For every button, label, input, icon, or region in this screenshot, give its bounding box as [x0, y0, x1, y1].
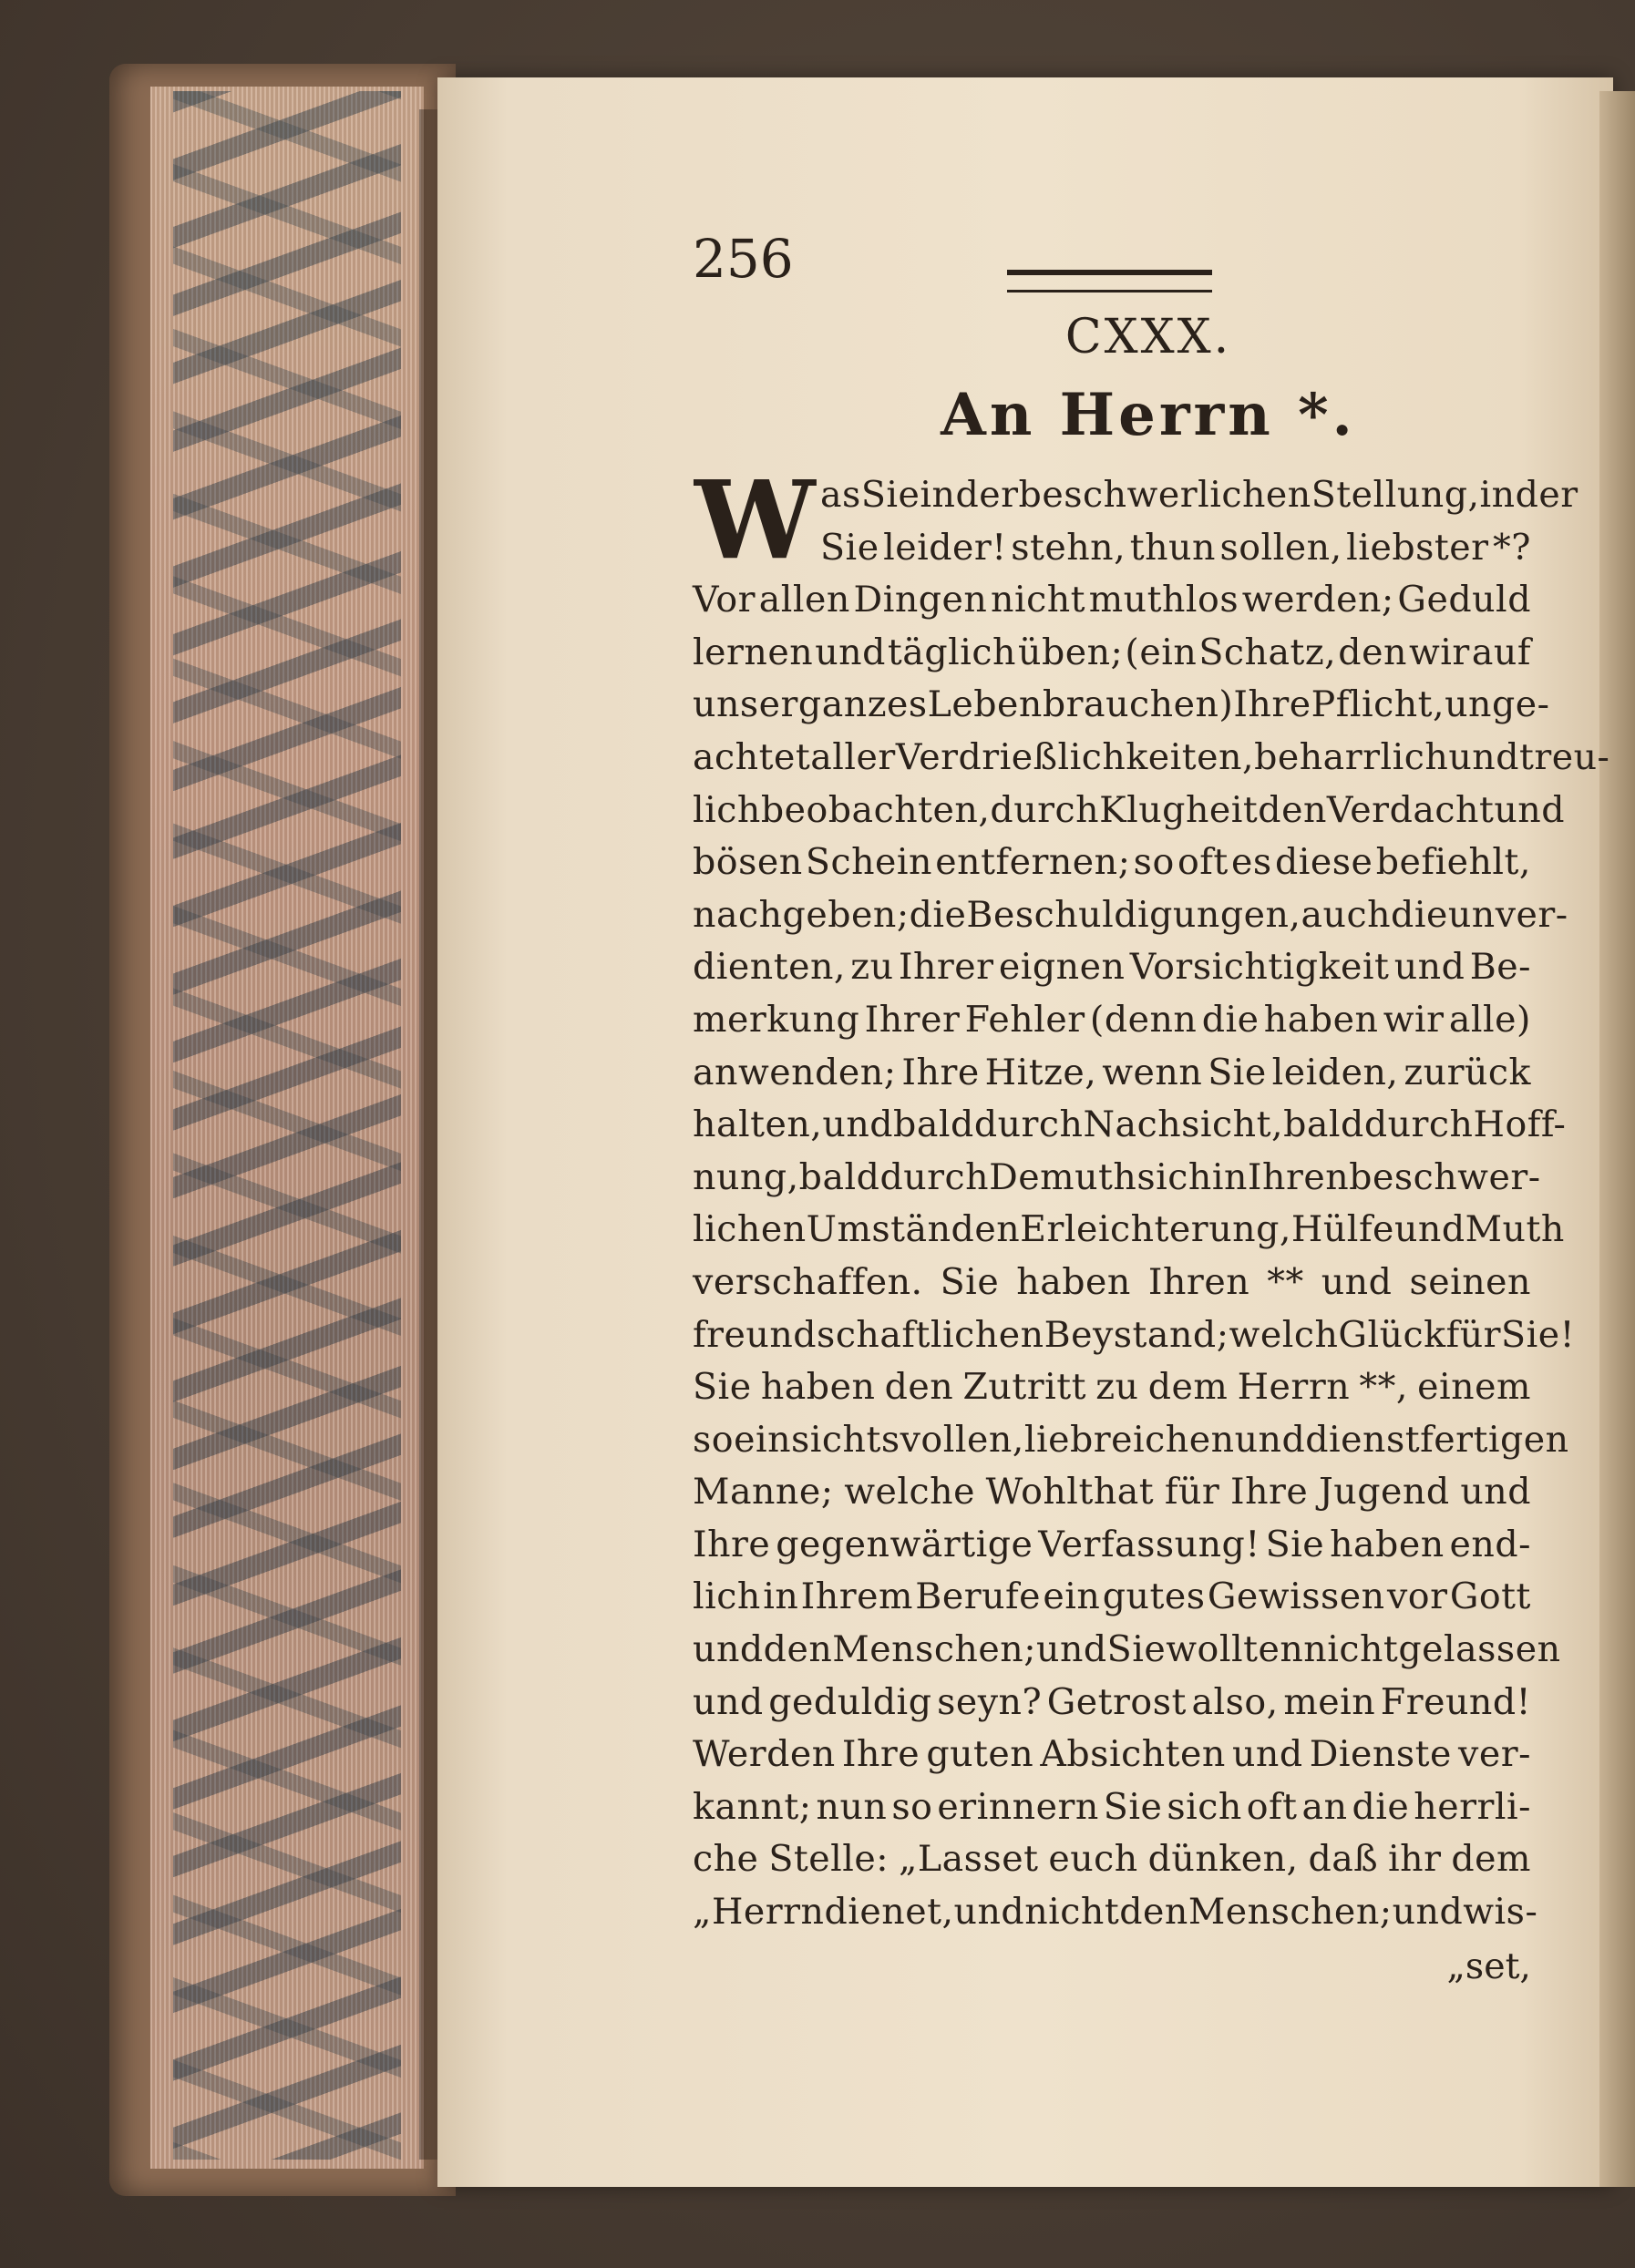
text-line: lich beobachten, durch Klugheit den Verdacht und — [693, 788, 1566, 831]
text-line: Ihre gegenwärtige Verfassung! Sie haben end- — [693, 1523, 1531, 1565]
text-line: dienten, zu Ihrer eignen Vorsichtigkeit und Be- — [693, 946, 1531, 989]
text-line: freundschaftlichen Beystand; welch Glück für Sie! — [693, 1313, 1575, 1356]
text-line: achtet aller Verdrießlichkeiten, beharrlich und treu- — [693, 735, 1610, 778]
text-line: anwenden; Ihre Hitze, wenn Sie leiden, zurück — [693, 1051, 1531, 1093]
text-line: Sie leider! stehn, thun sollen, liebster *? — [820, 526, 1531, 569]
text-line: Manne; welche Wohlthat für Ihre Jugend und — [693, 1471, 1531, 1514]
text-line: lernen und täglich üben; (ein Schatz, den wir auf — [693, 631, 1531, 673]
text-line: nung, bald durch Demuth sich in Ihren beschwer- — [693, 1155, 1541, 1198]
text-line: merkung Ihrer Fehler (denn die haben wir alle) — [693, 998, 1531, 1041]
text-line: und geduldig seyn? Getrost also, mein Freund! — [693, 1680, 1531, 1723]
text-line: nachgeben; die Beschuldigungen, auch die unver- — [693, 893, 1568, 936]
text-line: halten, und bald durch Nachsicht, bald durch Hoff- — [693, 1103, 1567, 1146]
drop-capital: W — [694, 457, 817, 583]
text-line: lichen Umständen Erleichterung, Hülfe und Muth — [693, 1208, 1565, 1251]
text-line: as Sie in der beschwerlichen Stellung, in der — [820, 474, 1578, 516]
page-number: 256 — [693, 228, 794, 290]
text-line: verschaffen. Sie haben Ihren ** und seinen — [693, 1260, 1531, 1303]
text-line: Vor allen Dingen nicht muthlos werden; Geduld — [693, 579, 1531, 621]
text-line: lich in Ihrem Berufe ein gutes Gewissen vor Gott — [693, 1575, 1531, 1618]
text-line: Werden Ihre guten Absichten und Dienste ver- — [693, 1733, 1531, 1776]
text-line: „Herrn dienet, und nicht den Menschen; und wis- — [693, 1891, 1538, 1934]
page-right-edge — [1599, 91, 1635, 2187]
letter-body — [693, 457, 1610, 1939]
text-line: che Stelle: „Lasset euch dünken, daß ihr dem — [693, 1838, 1531, 1881]
letter-title: An Herrn *. — [941, 381, 1356, 449]
text-line: kannt; nun so erinnern Sie sich oft an die herrli- — [693, 1785, 1531, 1828]
text-line: Sie haben den Zutritt zu dem Herrn **, einem — [693, 1366, 1531, 1409]
page-text-block — [693, 228, 1610, 1993]
text-line: unser ganzes Leben brauchen) Ihre Pflicht, unge- — [693, 683, 1550, 726]
header-rule — [1007, 270, 1212, 292]
chapter-number: CXXX. — [1064, 310, 1232, 364]
catchword: „set, — [1446, 1945, 1531, 1987]
running-header — [693, 228, 1531, 310]
marbled-edge-pattern — [173, 91, 401, 2160]
text-line: bösen Schein entfernen; so oft es diese befiehlt, — [693, 841, 1531, 884]
text-line: und den Menschen; und Sie wollten nicht gelassen — [693, 1628, 1561, 1671]
text-line: so einsichtsvollen, liebreichen und dienstfertigen — [693, 1418, 1569, 1461]
